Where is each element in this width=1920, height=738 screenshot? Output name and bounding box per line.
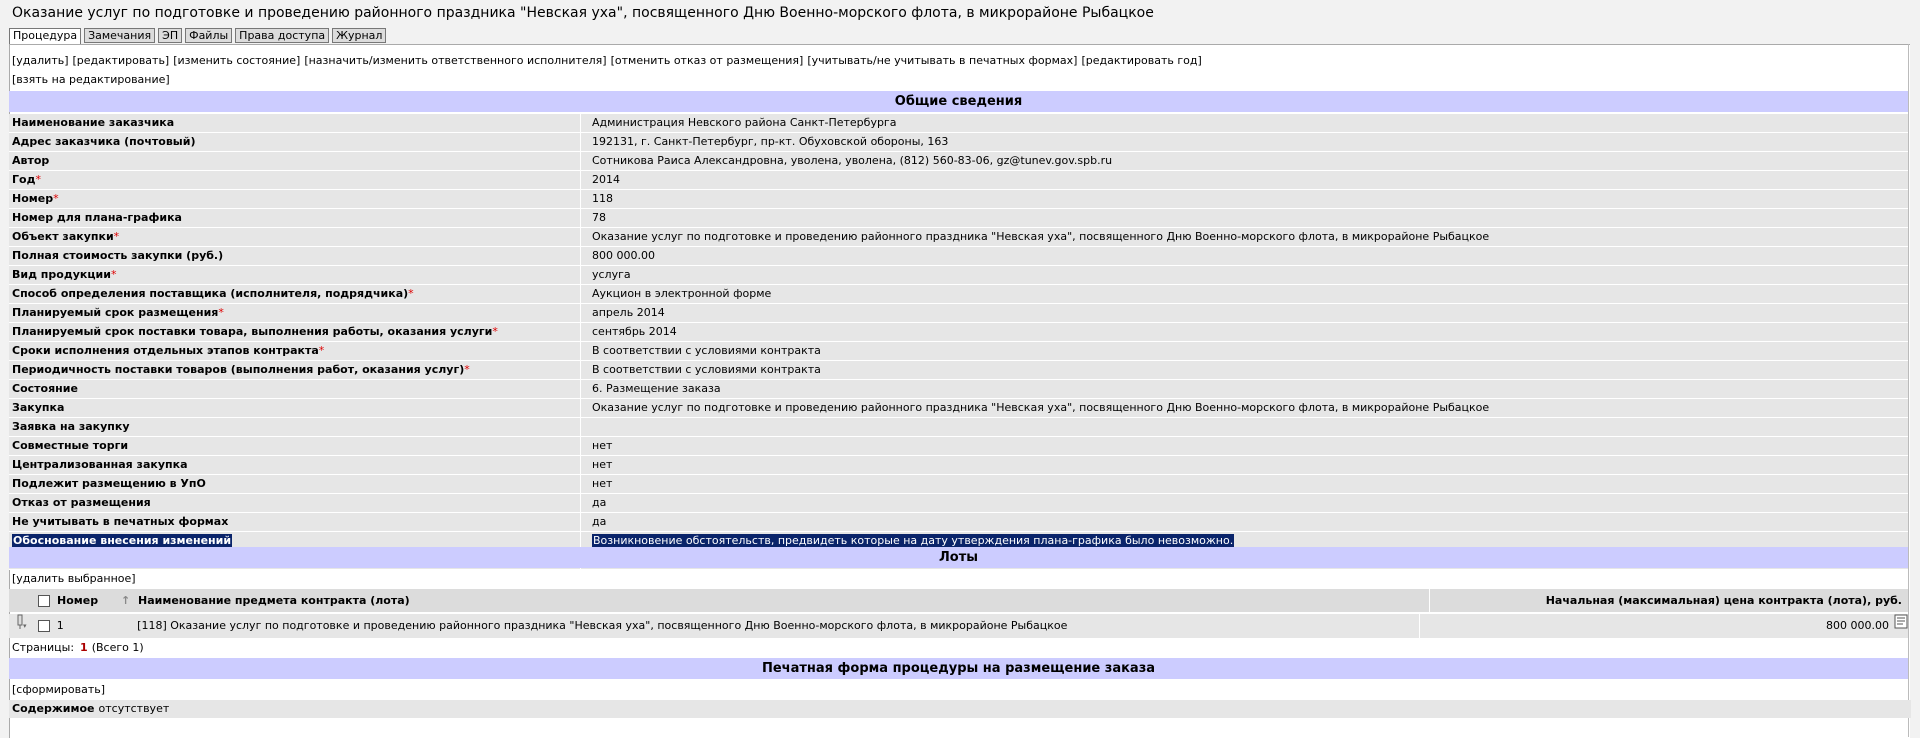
- info-value: апрель 2014: [580, 304, 1908, 322]
- info-value: [580, 418, 1908, 436]
- info-value: сентябрь 2014: [580, 323, 1908, 341]
- info-value: услуга: [580, 266, 1908, 284]
- lot-price: 800 000.00: [1826, 619, 1889, 632]
- info-label: Способ определения поставщика (исполнителя, подрядчика)*: [12, 287, 414, 300]
- info-label: Планируемый срок поставки товара, выполнения работы, оказания услуги*: [12, 325, 498, 338]
- page-title: Оказание услуг по подготовке и проведению районного праздника "Невская уха", посвященного Дню Военно-морского флота, в микрорайоне Рыбацкое: [12, 5, 1154, 21]
- info-value: 192131, г. Санкт-Петербург, пр-кт. Обуховской обороны, 163: [580, 133, 1908, 151]
- pages-total: (Всего 1): [91, 641, 144, 654]
- info-row: [9, 190, 1908, 209]
- info-row: [9, 228, 1908, 247]
- general-info-table: [9, 114, 1908, 570]
- toggle-print-forms-link[interactable]: [учитывать/не учитывать в печатных формах]: [807, 54, 1078, 67]
- info-value: нет: [580, 475, 1908, 493]
- pages-label: Страницы:: [12, 641, 75, 654]
- info-label: Централизованная закупка: [12, 458, 188, 471]
- info-value: 118: [580, 190, 1908, 208]
- info-label: Год*: [12, 173, 41, 186]
- cancel-refusal-link[interactable]: [отменить отказ от размещения]: [610, 54, 804, 67]
- info-row: [9, 152, 1908, 171]
- info-value: Аукцион в электронной форме: [580, 285, 1908, 303]
- info-label: Полная стоимость закупки (руб.): [12, 249, 224, 262]
- tab-log[interactable]: Журнал: [332, 28, 386, 43]
- info-value: да: [580, 513, 1908, 531]
- info-label: Не учитывать в печатных формах: [12, 515, 229, 528]
- info-row: [9, 133, 1908, 152]
- info-label: Отказ от размещения: [12, 496, 151, 509]
- info-label: Автор: [12, 154, 50, 167]
- info-row: [9, 114, 1908, 133]
- tab-signature[interactable]: ЭП: [158, 28, 182, 43]
- svg-text:▾: ▾: [23, 622, 27, 630]
- info-value: да: [580, 494, 1908, 512]
- print-content-row: [9, 700, 1911, 718]
- content-label: Содержимое: [12, 702, 95, 715]
- info-value: Сотникова Раиса Александровна, уволена, уволена, (812) 560-83-06, gz@tunev.gov.spb.ru: [580, 152, 1908, 170]
- tab-remarks[interactable]: Замечания: [84, 28, 155, 43]
- info-value: В соответствии с условиями контракта: [580, 361, 1908, 379]
- tab-procedure[interactable]: Процедура: [9, 28, 81, 45]
- info-row: [9, 494, 1908, 513]
- info-row: [9, 380, 1908, 399]
- required-mark: *: [492, 325, 498, 338]
- required-mark: *: [318, 344, 325, 357]
- required-mark: *: [218, 306, 224, 319]
- select-all-checkbox[interactable]: [38, 595, 50, 607]
- required-mark: *: [408, 287, 414, 300]
- panel-right-border: [1908, 44, 1909, 737]
- info-label: Закупка: [12, 401, 65, 414]
- change-state-link[interactable]: [изменить состояние]: [173, 54, 301, 67]
- action-bar: [12, 54, 1206, 67]
- take-for-editing-link[interactable]: [взять на редактирование]: [12, 73, 170, 86]
- info-value: В соответствии с условиями контракта: [580, 342, 1908, 360]
- info-row: [9, 437, 1908, 456]
- info-value: 800 000.00: [580, 247, 1908, 265]
- required-mark: *: [113, 230, 120, 243]
- info-row: [9, 247, 1908, 266]
- info-value: 78: [580, 209, 1908, 227]
- info-label: Номер для плана-графика: [12, 211, 182, 224]
- lots-header: Лоты: [9, 547, 1908, 568]
- sort-arrow-icon[interactable]: ↑: [121, 594, 131, 607]
- info-label: Номер*: [12, 192, 59, 205]
- info-row: [9, 342, 1908, 361]
- column-name[interactable]: Наименование предмета контракта (лота): [135, 589, 1430, 612]
- pin-icon[interactable]: [9, 614, 34, 638]
- info-value: Оказание услуг по подготовке и проведению районного праздника "Невская уха", посвященного Дню Военно-морского флота, в микрорайоне Рыбацкое: [580, 399, 1908, 417]
- edit-year-link[interactable]: [редактировать год]: [1081, 54, 1202, 67]
- general-info-header: Общие сведения: [9, 91, 1908, 112]
- info-label: Объект закупки*: [12, 230, 120, 243]
- info-value: нет: [580, 456, 1908, 474]
- info-row: [9, 209, 1908, 228]
- tab-files[interactable]: Файлы: [185, 28, 232, 43]
- info-value: нет: [580, 437, 1908, 455]
- pagination: [12, 641, 144, 654]
- delete-link[interactable]: [удалить]: [12, 54, 69, 67]
- info-row: [9, 361, 1908, 380]
- info-label: Адрес заказчика (почтовый): [12, 135, 196, 148]
- assign-executor-link[interactable]: [назначить/изменить ответственного исполнителя]: [304, 54, 607, 67]
- document-icon[interactable]: [1894, 614, 1908, 638]
- lot-number: 1: [56, 619, 64, 632]
- info-label: Состояние: [12, 382, 78, 395]
- info-row: [9, 323, 1908, 342]
- info-row: [9, 456, 1908, 475]
- required-mark: *: [35, 173, 41, 186]
- info-label: Обоснование внесения изменений: [13, 534, 232, 547]
- info-value: Администрация Невского района Санкт-Петербурга: [580, 114, 1908, 132]
- info-row: [9, 513, 1908, 532]
- info-label: Совместные торги: [12, 439, 129, 452]
- info-label: Наименование заказчика: [12, 116, 175, 129]
- delete-selected-link[interactable]: [удалить выбранное]: [12, 572, 136, 585]
- info-row: [9, 285, 1908, 304]
- required-mark: *: [53, 192, 59, 205]
- info-value: Возникновение обстоятельств, предвидеть которые на дату утверждения плана-графика было невозможно.: [580, 532, 1908, 550]
- edit-link[interactable]: [редактировать]: [72, 54, 170, 67]
- info-value: 2014: [580, 171, 1908, 189]
- info-row: [9, 475, 1908, 494]
- info-label: Периодичность поставки товаров (выполнения работ, оказания услуг)*: [12, 363, 470, 376]
- info-label: Вид продукции*: [12, 268, 117, 281]
- info-value: Оказание услуг по подготовке и проведению районного праздника "Невская уха", посвященного Дню Военно-морского флота, в микрорайоне Рыбацкое: [580, 228, 1908, 246]
- tab-bar: [9, 28, 389, 44]
- table-row[interactable]: [9, 614, 1908, 638]
- info-row: [9, 266, 1908, 285]
- column-price[interactable]: Начальная (максимальная) цена контракта (лота), руб.: [1545, 594, 1902, 607]
- generate-link[interactable]: [сформировать]: [12, 683, 106, 696]
- info-row: [9, 399, 1908, 418]
- info-value: 6. Размещение заказа: [580, 380, 1908, 398]
- content-value: отсутствует: [98, 702, 170, 715]
- current-page[interactable]: 1: [80, 641, 88, 654]
- lots-table-header: [9, 589, 1908, 612]
- lot-name: [118] Оказание услуг по подготовке и проведению районного праздника "Невская уха", посвященного Дню Военно-морского флота, в микрорайоне Рыбацкое: [134, 614, 1420, 638]
- print-form-header: Печатная форма процедуры на размещение заказа: [9, 658, 1908, 679]
- column-number[interactable]: Номер: [57, 594, 99, 607]
- info-label: Подлежит размещению в УпО: [12, 477, 206, 490]
- required-mark: *: [464, 363, 470, 376]
- info-row: [9, 171, 1908, 190]
- info-label: Сроки исполнения отдельных этапов контракта*: [12, 344, 325, 357]
- info-label: Заявка на закупку: [12, 420, 130, 433]
- info-row: [9, 418, 1908, 437]
- info-row: [9, 304, 1908, 323]
- row-checkbox[interactable]: [38, 620, 50, 632]
- required-mark: *: [110, 268, 117, 281]
- tab-access-rights[interactable]: Права доступа: [235, 28, 329, 43]
- info-label: Планируемый срок размещения*: [12, 306, 224, 319]
